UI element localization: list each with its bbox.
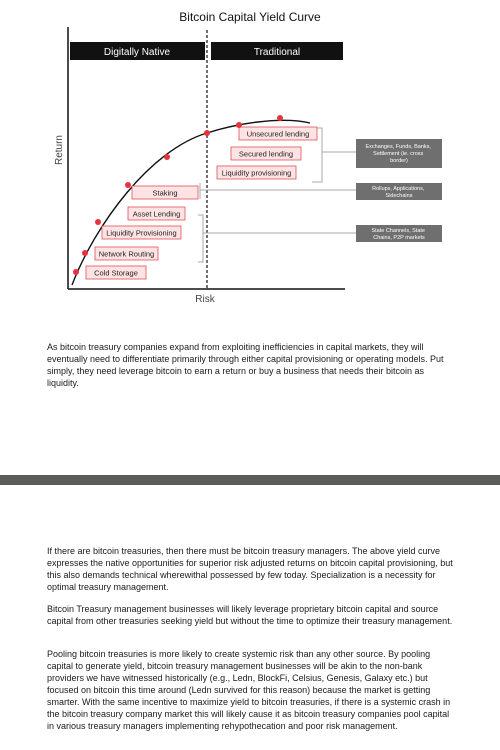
side-label-rollups: Rollups, Applications, Sidechains: [372, 186, 425, 199]
curve-dot-3: [95, 219, 101, 225]
traditional-label: Traditional: [253, 47, 301, 58]
curve-dot-2: [82, 250, 88, 256]
node-label-secured-lending: Secured lending: [238, 149, 294, 159]
paragraph-3: Bitcoin Treasury management businesses will likely leverage proprietary bitcoin capital and source capital from other treasuries seeking yield but without the time to optimize their treasury management.: [47, 604, 453, 626]
curve-dot-6: [204, 130, 210, 136]
node-label-liquidity-provisioning-native: Liquidity Provisioning: [106, 228, 177, 238]
bracket-digital-lower: [198, 215, 203, 262]
node-label-asset-lending: Asset Lending: [132, 209, 181, 219]
page-divider: [0, 475, 500, 485]
curve-dot-7: [236, 122, 242, 128]
node-label-unsecured-lending: Unsecured lending: [246, 129, 310, 139]
yield-curve-diagram: [0, 0, 500, 310]
curve-dot-1: [73, 269, 79, 275]
paragraph-2: If there are bitcoin treasuries, then there must be bitcoin treasury managers. The above yield curve expresses the native opportunities for superior risk adjusted returns on bitcoin capital provisioning, but this also demands technical wherewithal possessed by few today. Specialization is a necessity for optimal treasury management.: [47, 546, 453, 592]
side-label-exchanges: Exchanges, Funds, Banks, Settlement (ie. cross border): [365, 144, 431, 164]
y-axis-label: Return: [54, 134, 65, 166]
x-axis-label: Risk: [195, 294, 215, 305]
curve-dot-4: [125, 182, 131, 188]
node-label-liquidity-provisioning-traditional: Liquidity provisioning: [221, 168, 292, 178]
chart-title: Bitcoin Capital Yield Curve: [179, 10, 321, 24]
document-page-2: [0, 485, 500, 750]
digitally-native-label: Digitally Native: [103, 47, 171, 58]
node-label-network-routing: Network Routing: [98, 249, 155, 259]
curve-dot-8: [277, 115, 283, 121]
node-label-staking: Staking: [152, 188, 178, 198]
side-label-state-channels: State Channels, State Chains, P2P markets: [371, 228, 425, 241]
node-label-cold-storage: Cold Storage: [94, 268, 138, 278]
paragraph-1: As bitcoin treasury companies expand from exploiting inefficiencies in capital markets, they will eventually need to differentiate primarily through either capital provisioning or operating models. Put simply, they need leverage bitcoin to earn a return or buy a business that needs their bitcoin as liquidity.: [47, 342, 444, 388]
curve-dot-5: [164, 154, 170, 160]
paragraph-4: Pooling bitcoin treasuries is more likely to create systemic risk than any other source. By pooling capital to generate yield, bitcoin treasury management businesses will be akin to the non-bank providers we have witnessed historically (e.g., Ledn, BlockFi, Celsius, Genesis, Galaxy etc.) but focused on bitcoin this time around (Ledn survived for this reason) because the market is getting smarter. With the same incentive to maximize yield to bitcoin treasuries, if there is a systemic crash in the bitcoin treasury company market this will likely cause it as bitcoin treasury companies pool capital in various treasury managers implementing rehypothecation and poor risk management.: [47, 649, 451, 731]
